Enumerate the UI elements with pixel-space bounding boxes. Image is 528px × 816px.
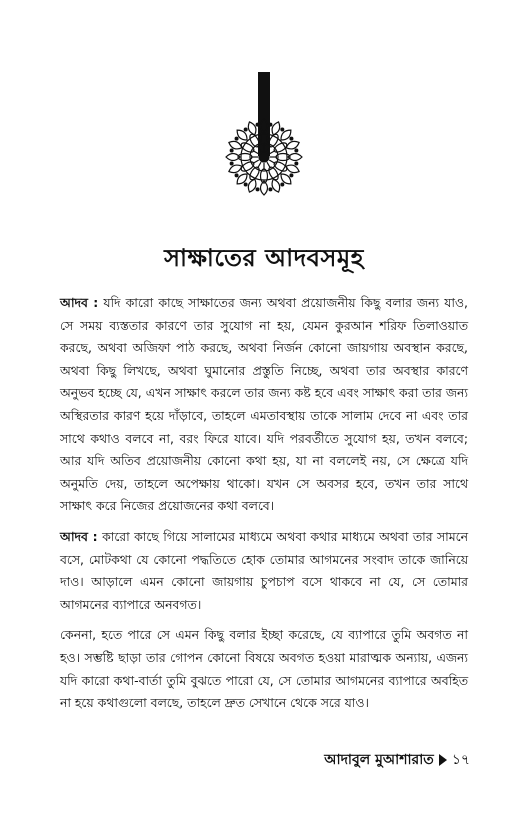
body-text xyxy=(60,292,468,723)
triangle-right-icon xyxy=(439,754,447,766)
paragraph-2 xyxy=(60,526,468,616)
page-number: ১৭ xyxy=(451,752,470,768)
page-title: সাক্ষাতের আদবসমূহ xyxy=(164,244,364,272)
page-footer xyxy=(324,748,470,772)
paragraph-1 xyxy=(60,292,468,518)
paragraph-1-lead: আদব : xyxy=(60,295,99,310)
paragraph-3-text: কেননা, হতে পারে সে এমন কিছু বলার ইচ্ছা করেছে, যে ব্যাপারে তুমি অবগত না হও। সম্ভষ্টি ছাড়া তার গোপন কোনো বিষয়ে অবগত হওয়া মারাত্মক অন্যায়, এজন্য যদি কারো কথা-বার্তা তুমি বুঝতে পারো যে, সে তোমার আগমনের ব্যাপারে অবহিত না হয়ে কথাগুলো বলছে, তাহলে দ্রুত সেখানে থেকে সরে যাও। xyxy=(60,627,468,711)
paragraph-1-text: যদি কারো কাছে সাক্ষাতের জন্য অথবা প্রয়োজনীয় কিছু বলার জন্য যাও, সে সময় ব্যস্ততার কারণে তার সুযোগ না হয়, যেমন কুরআন শরিফ তিলাওয়াত করছে, অথবা অজিফা পাঠ করছে, অথবা নির্জন কোনো জায়গায় অবস্থান করছে, অথবা কিছু লিখছে, অথবা ঘুমানোর প্রস্তুতি নিচ্ছে, অথবা তার অবস্থার কারণে অনুভব হচ্ছে যে, এখন সাক্ষাৎ করলে তার জন্য কষ্ট হবে এবং সাক্ষাৎ করা তার জন্য অস্থিরতার কারণ হয়ে দাঁড়াবে, তাহলে এমতাবস্থায় তাকে সালাম দেবে না এবং তার সাথে কথাও বলবে না, বরং ফিরে যাবে। যদি পরবর্তীতে সুযোগ হয়, তখন বলবে; আর যদি অতিব প্রয়োজনীয় কোনো কথা হয়, যা না বললেই নয়, সে ক্ষেত্রে যদি অনুমতি দেয়, তাহলে অপেক্ষায় থাকো। যখন সে অবসর হবে, তখন তার সাথে সাক্ষাৎ করে নিজের প্রয়োজনের কথা বলবে। xyxy=(60,295,468,514)
paragraph-2-text: কারো কাছে গিয়ে সালামের মাধ্যমে অথবা কথার মাধ্যমে অথবা তার সামনে বসে, মোটকথা যে কোনো পদ্ধতিতে হোক তোমার আগমনের সংবাদ তাকে জানিয়ে দাও। আড়ালে এমন কোনো জায়গায় চুপচাপ বসে থাকবে না যে, সে তোমার আগমনের ব্যাপারে অনবগত। xyxy=(60,528,468,612)
paragraph-3 xyxy=(60,624,468,714)
mandala-ornament xyxy=(0,0,528,220)
mandala-flower-icon xyxy=(226,119,302,195)
paragraph-2-lead: আদব : xyxy=(60,528,98,544)
footer-book-title: আদাবুল মুআশারাত xyxy=(324,752,434,768)
